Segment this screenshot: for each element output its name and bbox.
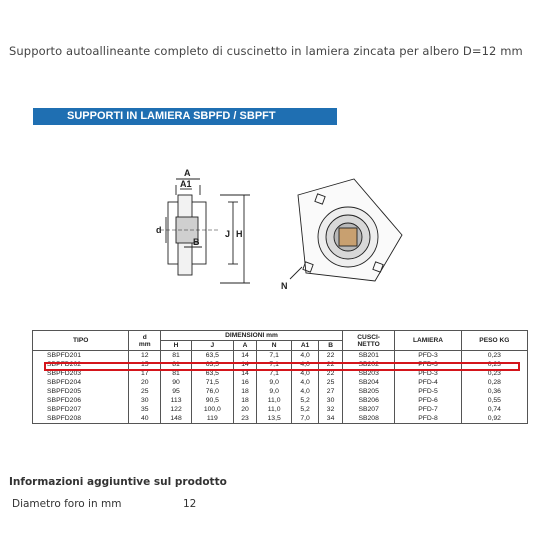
table-cell: 11,0 — [257, 405, 291, 414]
table-cell: SBPFD208 — [33, 414, 129, 424]
table-cell: 0,36 — [461, 387, 527, 396]
table-cell: 17 — [129, 369, 161, 378]
table-row — [33, 369, 528, 378]
table-cell: SBPFD201 — [33, 351, 129, 361]
table-cell: 113 — [161, 396, 192, 405]
table-cell: 11,0 — [257, 396, 291, 405]
table-cell: 100,0 — [192, 405, 234, 414]
header-a1: A1 — [291, 341, 318, 351]
label-b: B — [193, 237, 200, 247]
table-cell: 14 — [233, 351, 257, 361]
table-cell: PFD-8 — [395, 414, 461, 424]
table-cell: 25 — [319, 378, 343, 387]
table-cell: 63,5 — [192, 360, 234, 369]
table-row — [33, 360, 528, 369]
table-row — [33, 405, 528, 414]
header-d: d mm — [129, 331, 161, 351]
table-cell: SBPFD204 — [33, 378, 129, 387]
table-cell: 4,0 — [291, 360, 318, 369]
table-cell: SBPFD207 — [33, 405, 129, 414]
table-cell: 71,5 — [192, 378, 234, 387]
table-cell: 4,0 — [291, 387, 318, 396]
table-cell: 20 — [129, 378, 161, 387]
table-cell: PFD-3 — [395, 369, 461, 378]
info-row-diameter — [12, 498, 197, 510]
table-cell: 7,0 — [291, 414, 318, 424]
table-cell: 7,1 — [257, 360, 291, 369]
table-row — [33, 414, 528, 424]
table-cell: SB208 — [342, 414, 394, 424]
table-cell: 0,74 — [461, 405, 527, 414]
header-b: B — [319, 341, 343, 351]
table-cell: 30 — [129, 396, 161, 405]
table-cell: 14 — [233, 360, 257, 369]
table-cell: 4,0 — [291, 378, 318, 387]
table-row — [33, 378, 528, 387]
table-cell: 5,2 — [291, 396, 318, 405]
table-cell: SB201 — [342, 351, 394, 361]
table-cell: 34 — [319, 414, 343, 424]
table-cell: 90,5 — [192, 396, 234, 405]
table-cell: 81 — [161, 369, 192, 378]
table-cell: 20 — [233, 405, 257, 414]
table-cell: 7,1 — [257, 351, 291, 361]
table-cell: 16 — [233, 378, 257, 387]
table-cell: PFD-5 — [395, 387, 461, 396]
table-cell: 0,23 — [461, 351, 527, 361]
table-cell: 25 — [129, 387, 161, 396]
table-cell: PFD-3 — [395, 351, 461, 361]
table-cell: 13,5 — [257, 414, 291, 424]
table-cell: 4,0 — [291, 351, 318, 361]
table-cell: PFD-3 — [395, 360, 461, 369]
table-cell: SBPFD202 — [33, 360, 129, 369]
technical-drawing — [140, 155, 420, 295]
table-cell: 81 — [161, 360, 192, 369]
label-d: d — [156, 225, 162, 235]
table-cell: PFD-6 — [395, 396, 461, 405]
table-row — [33, 351, 528, 361]
table-cell: PFD-7 — [395, 405, 461, 414]
table-cell: 12 — [129, 351, 161, 361]
table-cell: SB203 — [342, 369, 394, 378]
table-cell: 23 — [233, 414, 257, 424]
table-cell: SBPFD203 — [33, 369, 129, 378]
table-cell: 22 — [319, 360, 343, 369]
table-cell: 5,2 — [291, 405, 318, 414]
table-cell: 90 — [161, 378, 192, 387]
table-cell: 35 — [129, 405, 161, 414]
table-cell: 9,0 — [257, 387, 291, 396]
table-cell: 22 — [319, 351, 343, 361]
label-j: J — [225, 229, 231, 239]
label-n: N — [281, 281, 288, 291]
label-a: A — [184, 168, 191, 178]
table-row — [33, 387, 528, 396]
table-cell: SB207 — [342, 405, 394, 414]
section-banner: SUPPORTI IN LAMIERA SBPFD / SBPFT — [33, 108, 337, 125]
table-cell: 0,23 — [461, 360, 527, 369]
table-cell: 0,55 — [461, 396, 527, 405]
info-value: 12 — [183, 498, 197, 510]
table-cell: 0,92 — [461, 414, 527, 424]
table-cell: 30 — [319, 396, 343, 405]
additional-info-heading: Informazioni aggiuntive sul prodotto — [9, 476, 227, 488]
table-cell: SBPFD205 — [33, 387, 129, 396]
table-row — [33, 396, 528, 405]
info-label: Diametro foro in mm — [12, 498, 122, 510]
table-cell: 63,5 — [192, 369, 234, 378]
table-cell: 27 — [319, 387, 343, 396]
table-cell: PFD-4 — [395, 378, 461, 387]
header-n: N — [257, 341, 291, 351]
table-cell: 63,5 — [192, 351, 234, 361]
table-cell: 7,1 — [257, 369, 291, 378]
table-cell: 15 — [129, 360, 161, 369]
table-cell: 95 — [161, 387, 192, 396]
table-cell: 18 — [233, 396, 257, 405]
table-cell: 40 — [129, 414, 161, 424]
header-tipo: TIPO — [33, 331, 129, 351]
table-cell: SB206 — [342, 396, 394, 405]
table-cell: 0,28 — [461, 378, 527, 387]
table-cell: 122 — [161, 405, 192, 414]
table-cell: 22 — [319, 369, 343, 378]
table-cell: SB202 — [342, 360, 394, 369]
header-h: H — [161, 341, 192, 351]
label-h: H — [236, 229, 243, 239]
table-cell: 148 — [161, 414, 192, 424]
header-j: J — [192, 341, 234, 351]
label-a1: A1 — [180, 179, 192, 189]
product-description: Supporto autoallineante completo di cuscinetto in lamiera zincata per albero D=12 mm — [9, 44, 523, 58]
table-cell: 32 — [319, 405, 343, 414]
table-cell: SB205 — [342, 387, 394, 396]
table-cell: 119 — [192, 414, 234, 424]
specs-table — [32, 330, 528, 424]
table-cell: SBPFD206 — [33, 396, 129, 405]
table-cell: 4,0 — [291, 369, 318, 378]
header-lamiera: LAMIERA — [395, 331, 461, 351]
header-peso: PESO KG — [461, 331, 527, 351]
table-cell: 76,0 — [192, 387, 234, 396]
table-cell: 0,23 — [461, 369, 527, 378]
header-a: A — [233, 341, 257, 351]
table-cell: 9,0 — [257, 378, 291, 387]
table-cell: 14 — [233, 369, 257, 378]
header-cuscinetto: CUSCI- NETTO — [342, 331, 394, 351]
table-cell: SB204 — [342, 378, 394, 387]
header-dimensioni: DIMENSIONI mm — [161, 331, 343, 341]
table-cell: 18 — [233, 387, 257, 396]
table-cell: 81 — [161, 351, 192, 361]
